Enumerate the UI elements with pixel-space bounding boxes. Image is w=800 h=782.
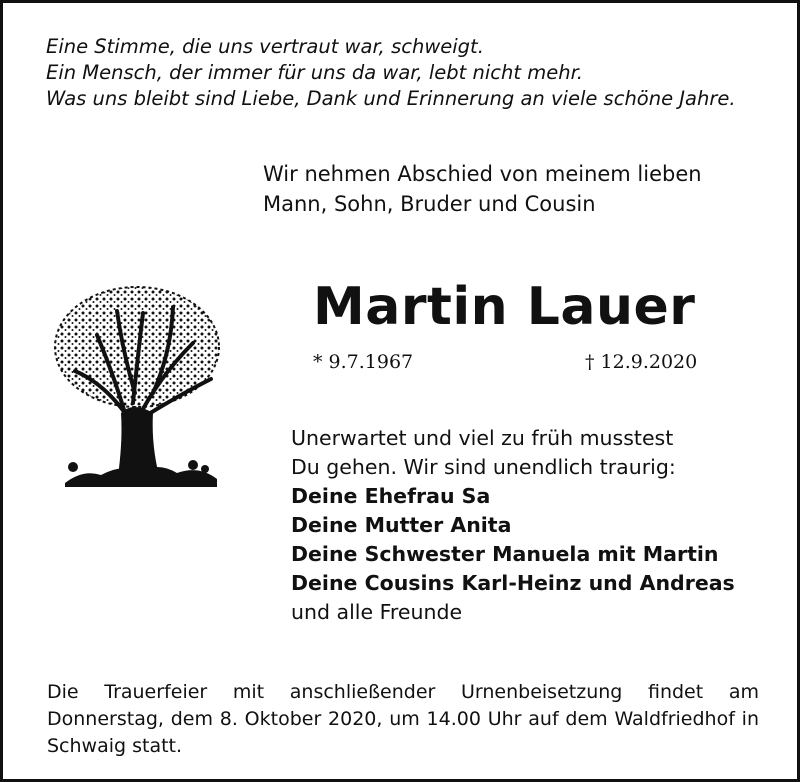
tree-icon xyxy=(53,283,221,493)
message-line: Du gehen. Wir sind unendlich traurig: xyxy=(291,455,676,479)
mourner-line: Deine Cousins Karl-Heinz und Andreas xyxy=(291,571,735,595)
birth-date: * 9.7.1967 xyxy=(313,351,414,373)
intro-line: Wir nehmen Abschied von meinem lieben xyxy=(263,162,702,186)
mourner-line: Deine Schwester Manuela mit Martin xyxy=(291,542,719,566)
poem-line: Was uns bleibt sind Liebe, Dank und Erinnerung an viele schöne Jahre. xyxy=(46,87,736,110)
deceased-name: Martin Lauer xyxy=(313,277,696,337)
funeral-details: Die Trauerfeier mit anschließender Urnenbeisetzung findet am Donnerstag, dem 8. Oktober 2020, um 14.00 Uhr auf dem Waldfriedhof in Schwaig statt. xyxy=(47,681,759,757)
mourner-line: Deine Mutter Anita xyxy=(291,513,512,537)
death-date: † 12.9.2020 xyxy=(585,351,698,373)
farewell-intro xyxy=(263,159,702,219)
message-line: Unerwartet und viel zu früh musstest xyxy=(291,426,674,450)
closing-line: und alle Freunde xyxy=(291,600,463,624)
poem-line: Ein Mensch, der immer für uns da war, lebt nicht mehr. xyxy=(46,61,584,84)
family-message xyxy=(291,424,735,627)
intro-line: Mann, Sohn, Bruder und Cousin xyxy=(263,192,596,216)
poem-line: Eine Stimme, die uns vertraut war, schweigt. xyxy=(46,35,484,58)
mourner-line: Deine Ehefrau Sa xyxy=(291,484,491,508)
poem xyxy=(46,34,736,112)
